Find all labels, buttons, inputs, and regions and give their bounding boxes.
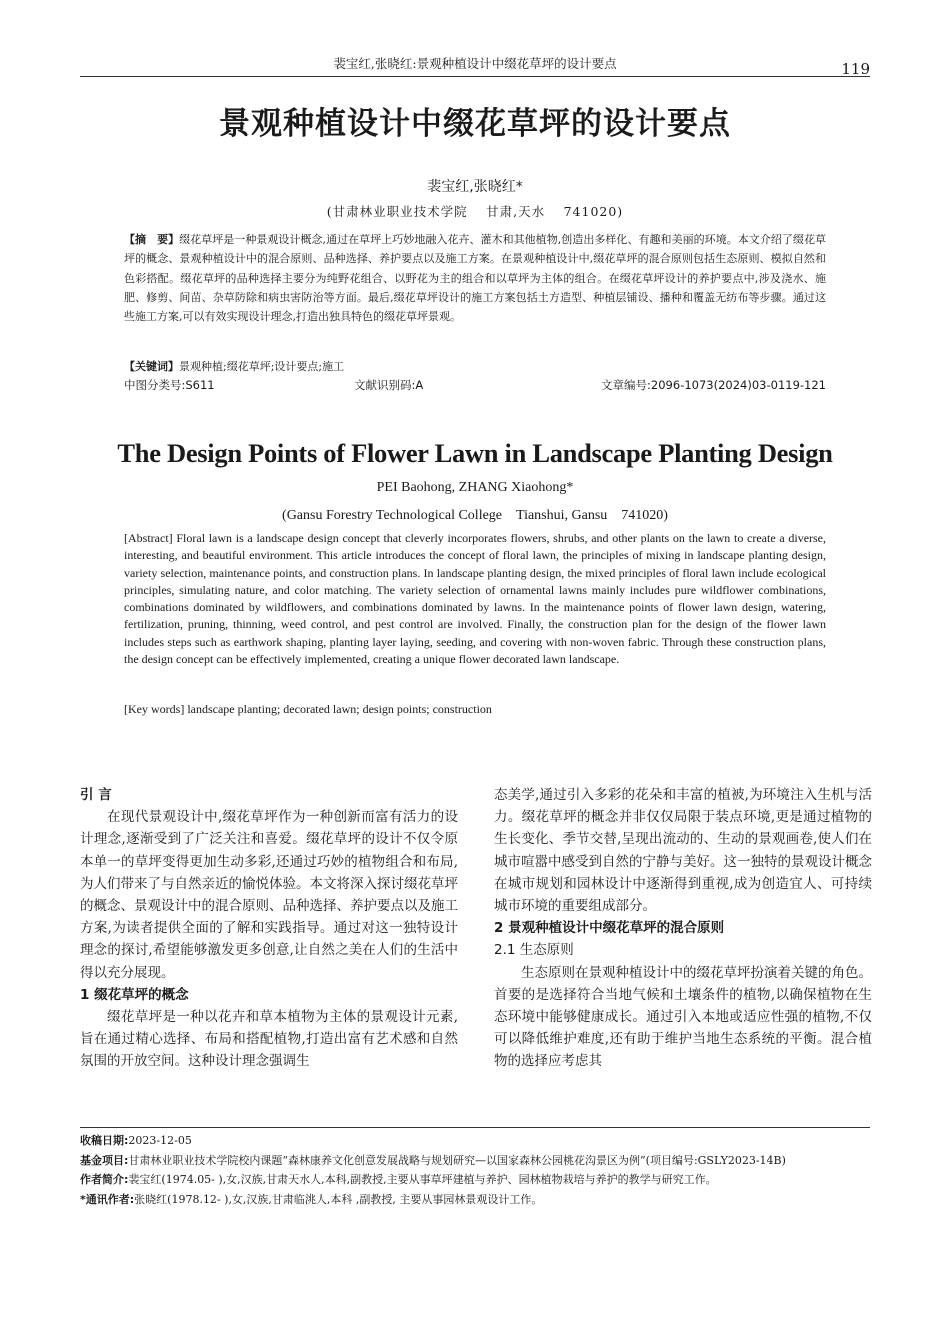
fund-label: 基金项目: [80,1153,129,1167]
author-note [80,1170,870,1190]
english-abstract [124,530,826,668]
document-code: 文献识别码:A [354,378,424,392]
running-header [80,54,870,77]
english-authors: PEI Baohong, ZHANG Xiaohong* [376,480,574,495]
received-date: 2023-12-05 [128,1134,192,1147]
intro-paragraph: 在现代景观设计中,缀花草坪作为一种创新而富有活力的设计理念,逐渐受到了广泛关注和喜爱。缀花草坪的设计不仅令原本单一的草坪变得更加生动多彩,还通过巧妙的植物组合和布局,为人们带来了与自然亲近的愉悦体验。本文将深入探讨缀花草坪的概念、景观设计中的混合原则、品种选择、养护要点以及施工方案,为读者提供全面的了解和实践指导。通过对这一独特设计理念的探讨,希望能够激发更多创意,让自然之美在人们的生活中得以充分展现。 [80,809,458,981]
chinese-keywords [124,358,826,374]
received-label: 收稿日期: [80,1134,129,1147]
section-2-1-heading: 2.1 生态原则 [494,942,574,959]
fund-text: 甘肃林业职业技术学院校内课题“森林康养文化创意发展战略与规划研究—以国家森林公园桃花沟景区为例”(项目编号:GSLY2023-14B) [128,1153,786,1167]
author-label: 作者简介: [80,1173,129,1186]
body-column-right [494,784,872,1073]
footnotes [80,1131,870,1209]
english-affiliation: (Gansu Forestry Technological College Tianshui, Gansu 741020) [282,508,668,523]
intro-heading: 引 言 [80,787,112,803]
article-number: 文章编号:2096-1073(2024)03-0119-121 [601,378,826,392]
corresponding-label: *通讯作者: [80,1192,135,1206]
chinese-abstract [124,230,826,326]
english-title: The Design Points of Flower Lawn in Landscape Planting Design [117,438,833,468]
footnote-divider [80,1127,870,1128]
received-note [80,1131,870,1151]
corresponding-note [80,1190,870,1210]
chinese-keywords-label: 【关键词】 [124,360,179,373]
section-1-heading: 1 缀花草坪的概念 [80,986,189,1003]
section-1-paragraph: 缀花草坪是一种以花卉和草本植物为主体的景观设计元素,旨在通过精心选择、布局和搭配植物,打造出富有艺术感和自然氛围的开放空间。这种设计理念强调生 [80,1009,458,1070]
chinese-keywords-text: 景观种植;缀花草坪;设计要点;施工 [179,360,345,373]
fund-note [80,1151,870,1171]
body-column-left [80,784,458,1073]
english-abstract-text: Floral lawn is a landscape design concept that cleverly incorporates flowers, shrubs, and other plants on the lawn to create a diverse, interesting, and beautiful environment. This article introduces the concept of floral lawn, the principles of mixing in landscape planting design, variety selection, maintenance points, and construction plans. In landscape planting design, the mixed principles of floral lawn include ecological principles, simulating nature, and color matching. The variety selection of ornamental lawns mainly includes pure wildflower combinations, combinations dominated by wildflowers, and combinations dominated by lawns. In the maintenance points of flower lawn design, watering, fertilization, pruning, thinning, weed control, and pest control are involved. Finally, the construction plan for the design of the flower lawn includes steps such as earthwork shaping, planting layer laying, seeding, and covering with non-woven fabric. Through these construction plans, the design concept can be effectively implemented, creating a unique flower decorated lawn landscape. [124,531,827,667]
chinese-affiliation: (甘肃林业职业技术学院 甘肃,天水 741020) [326,204,624,219]
english-keywords-label: [Key words] [124,702,185,716]
section-1-paragraph-continued: 态美学,通过引入多彩的花朵和丰富的植被,为环境注入生机与活力。缀花草坪的概念并非仅仅局限于装点环境,更是通过植物的生长变化、季节交替,呈现出流动的、生动的景观画卷,使人们在城市喧嚣中感受到自然的宁静与美好。这一独特的景观设计概念在城市规划和园林设计中逐渐得到重视,成为创造宜人、可持续城市环境的重要组成部分。 [494,787,872,915]
english-keywords [124,702,826,717]
chinese-title: 景观种植设计中缀花草坪的设计要点 [219,106,731,142]
english-abstract-label: [Abstract] [124,531,173,545]
clc-number: 中图分类号:S611 [124,378,215,392]
author-text: 裴宝红(1974.05- ),女,汉族,甘肃天水人,本科,副教授,主要从事草坪建植与养护、园林植物栽培与养护的教学与研究工作。 [128,1173,717,1186]
chinese-abstract-text: 缀花草坪是一种景观设计概念,通过在草坪上巧妙地融入花卉、灌木和其他植物,创造出多样化、有趣和美丽的环境。本文介绍了缀花草坪的概念、景观种植设计中的混合原则、品种选择、养护要点以及施工方案。在景观种植设计中,缀花草坪的混合原则包括生态原则、模拟自然和色彩搭配。缀花草坪的品种选择主要分为纯野花组合、以野花为主的组合和以草坪为主体的组合。在缀花草坪设计的养护要点中,涉及浇水、施肥、修剪、间苗、杂草防除和病虫害防治等方面。最后,缀花草坪设计的施工方案包括土方造型、种植层铺设、播种和覆盖无纺布等步骤。通过这些施工方案,可以有效实现设计理念,打造出独具特色的缀花草坪景观。 [124,233,826,324]
corresponding-text: 张晓红(1978.12- ),女,汉族,甘肃临洮人,本科 ,副教授, 主要从事园林景观设计工作。 [134,1192,543,1206]
chinese-authors: 裴宝红,张晓红* [427,179,523,195]
classification-line [124,377,826,395]
section-2-1-paragraph: 生态原则在景观种植设计中的缀花草坪扮演着关键的角色。首要的是选择符合当地气候和土壤条件的植物,以确保植物在生态环境中能够健康成长。通过引入本地或适应性强的植物,不仅可以降低维护难度,还有助于维护当地生态系统的平衡。混合植物的选择应考虑其 [494,964,872,1070]
running-title: 裴宝红,张晓红:景观种植设计中缀花草坪的设计要点 [333,56,617,71]
page-number: 119 [841,60,870,78]
english-keywords-text: landscape planting; decorated lawn; design points; construction [187,702,492,716]
section-2-heading: 2 景观种植设计中缀花草坪的混合原则 [494,920,725,937]
chinese-abstract-label: 【摘 要】 [124,233,180,246]
